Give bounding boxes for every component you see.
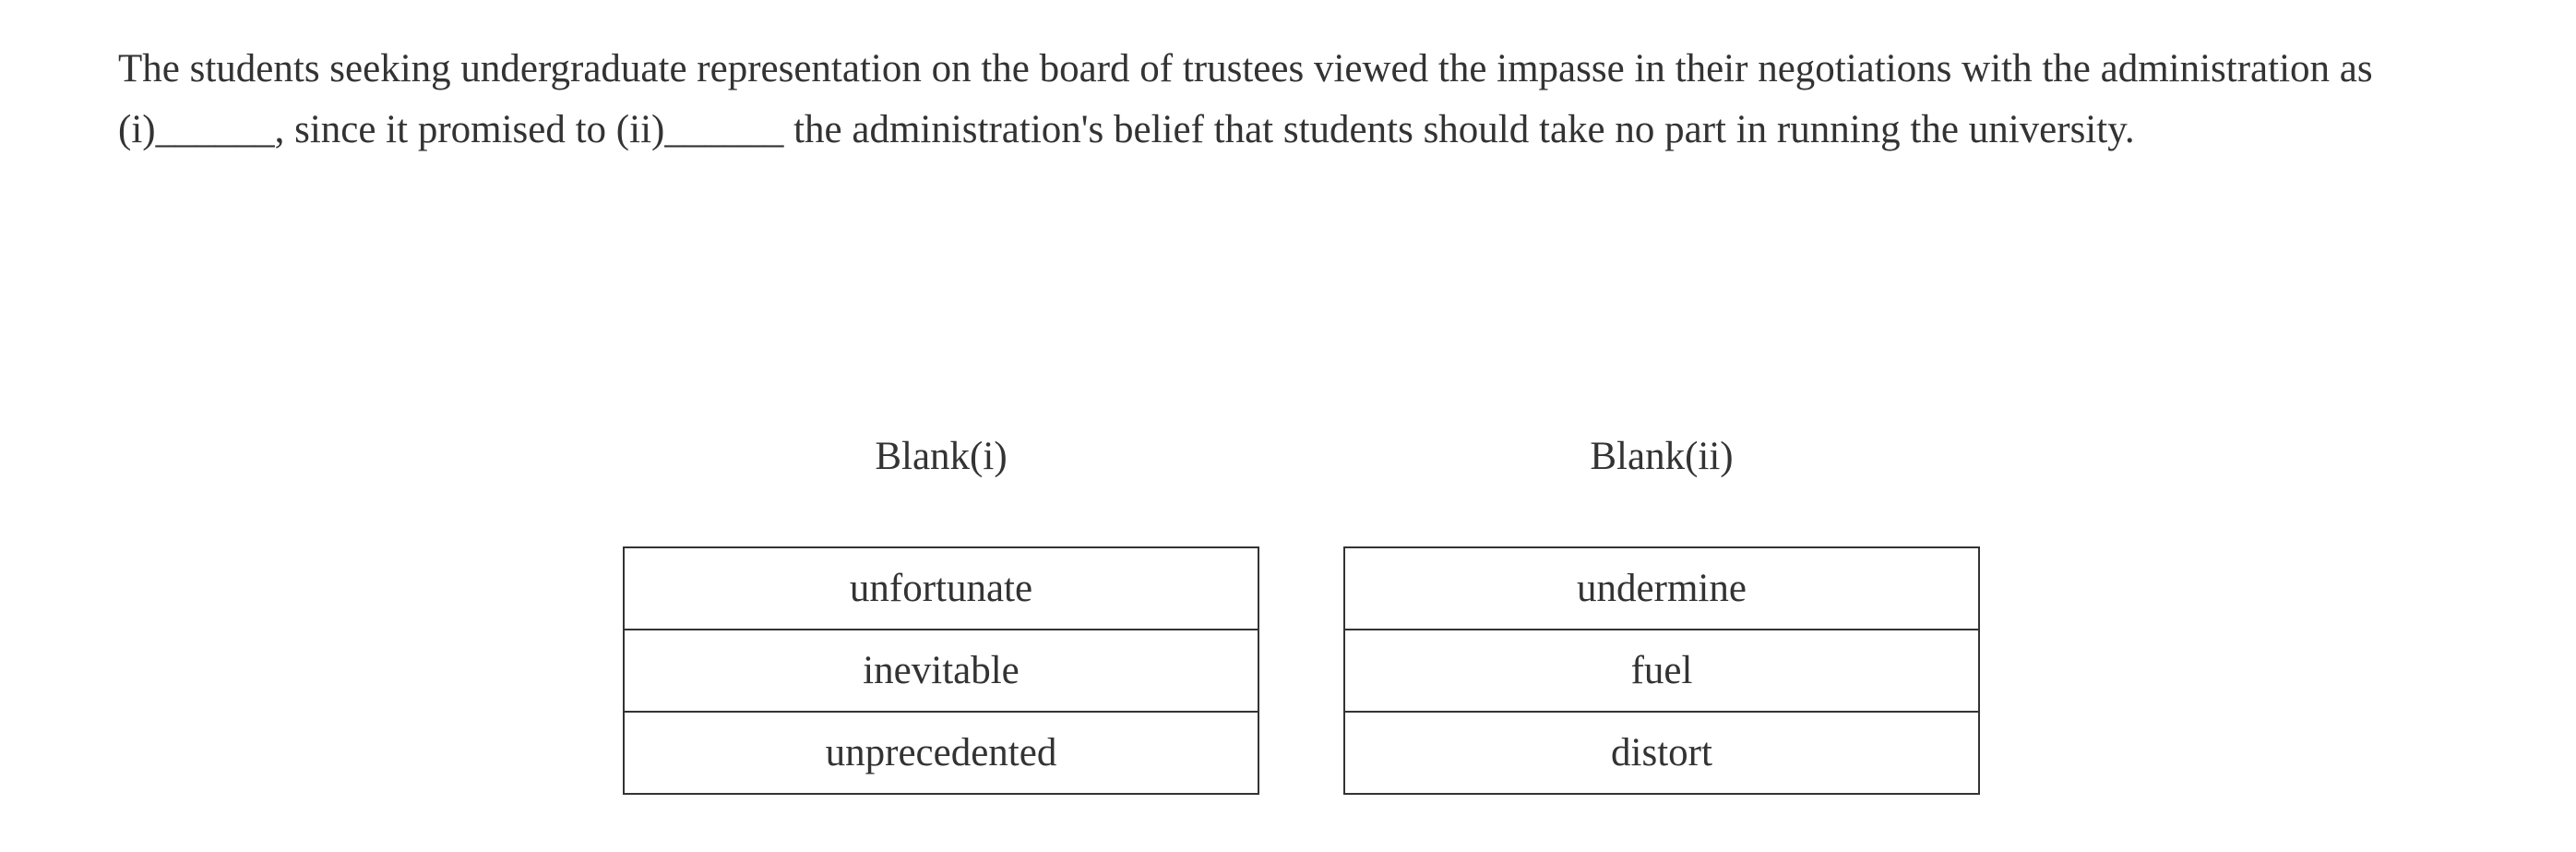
option-row	[624, 712, 1258, 794]
blank-i-header: Blank(i)	[875, 435, 1008, 478]
blank-i-options-table	[623, 546, 1259, 795]
blank-i-option-inevitable[interactable]: inevitable	[624, 630, 1258, 712]
blank-i-option-unfortunate[interactable]: unfortunate	[624, 547, 1258, 630]
question-text: The students seeking undergraduate representation on the board of trustees viewed the impasse in their negotiations with the administration as (i)______, since it promised to (ii)______ the administration's belief that students should take no part in running the university.	[118, 47, 2373, 151]
option-row	[624, 630, 1258, 712]
blank-ii-option-undermine[interactable]: undermine	[1344, 547, 1979, 630]
blank-i-option-unprecedented[interactable]: unprecedented	[624, 712, 1258, 794]
blank-ii-options-table	[1343, 546, 1980, 795]
option-row	[1344, 630, 1979, 712]
blank-ii-option-fuel[interactable]: fuel	[1344, 630, 1979, 712]
option-row	[1344, 712, 1979, 794]
option-row	[1344, 547, 1979, 630]
option-row	[624, 547, 1258, 630]
blank-ii-header: Blank(ii)	[1590, 435, 1734, 478]
blank-ii-option-distort[interactable]: distort	[1344, 712, 1979, 794]
